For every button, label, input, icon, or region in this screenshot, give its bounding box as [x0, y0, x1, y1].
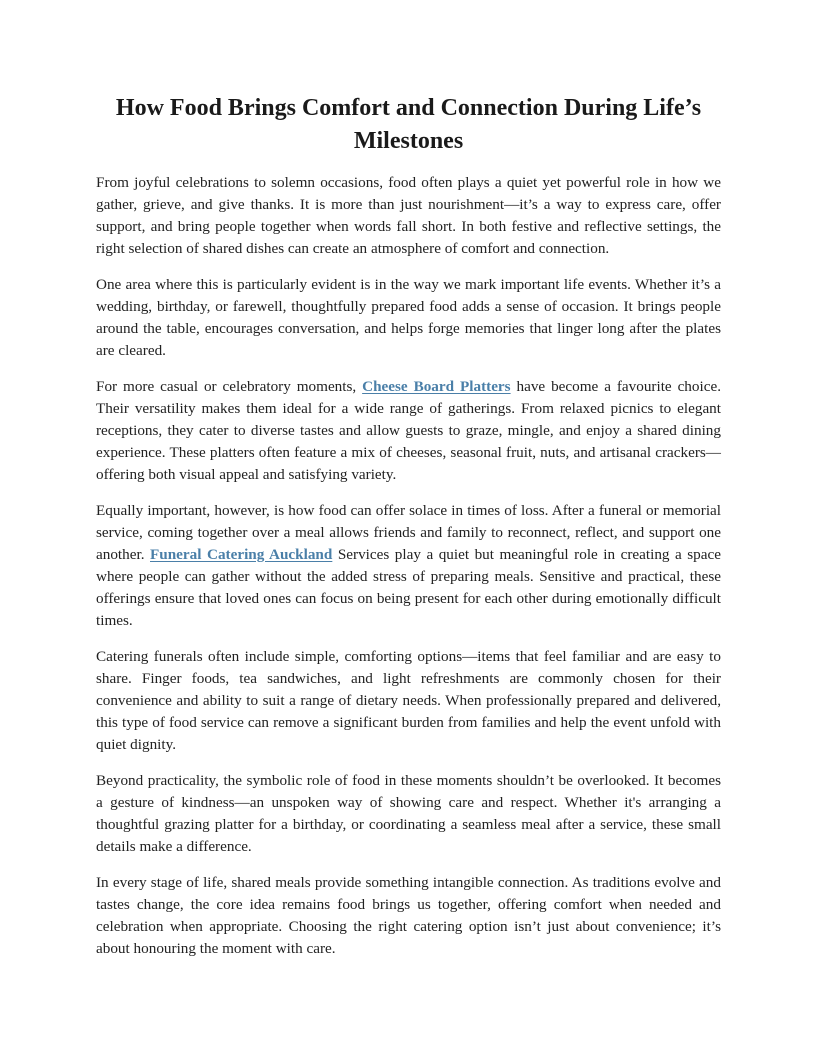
paragraph-cheese-platters — [96, 376, 721, 486]
paragraph-funeral-catering — [96, 500, 721, 632]
page-title: How Food Brings Comfort and Connection During Life’s Milestones — [115, 95, 702, 154]
paragraph-conclusion: In every stage of life, shared meals provide something intangible connection. As traditions evolve and tastes change, the core idea remains food brings us together, offering comfort when needed and celebration when appropriate. Choosing the right catering option isn’t just about convenience; it’s about honouring the moment with care. — [96, 874, 721, 957]
paragraph-symbolic-role: Beyond practicality, the symbolic role of food in these moments shouldn’t be overlooked. It becomes a gesture of kindness—an unspoken way of showing care and respect. Whether it's arranging a thoughtful grazing platter for a birthday, or coordinating a seamless meal after a service, these small details make a difference. — [96, 772, 721, 855]
cheese-board-platters-link[interactable]: Cheese Board Platters — [362, 378, 511, 395]
paragraph-intro: From joyful celebrations to solemn occasions, food often plays a quiet yet powerful role in how we gather, grieve, and give thanks. It is more than just nourishment—it’s a way to express care, offer support, and bring people together when words fall short. In both festive and reflective settings, the right selection of shared dishes can create an atmosphere of comfort and connection. — [96, 174, 721, 257]
paragraph-text: Services play a quiet but meaningful role in creating a space where people can gather without the added stress of preparing meals. Sensitive and practical, these offerings ensure that loved ones can focus on being present for each other during emotionally difficult times. — [96, 546, 721, 629]
funeral-catering-auckland-link[interactable]: Funeral Catering Auckland — [150, 546, 333, 563]
paragraph-catering-options: Catering funerals often include simple, comforting options—items that feel familiar and are easy to share. Finger foods, tea sandwiches, and light refreshments are commonly chosen for their convenience and ability to suit a range of dietary needs. When professionally prepared and delivered, this type of food service can remove a significant burden from families and help the event unfold with quiet dignity. — [96, 648, 721, 753]
paragraph-life-events: One area where this is particularly evident is in the way we mark important life events. Whether it’s a wedding, birthday, or farewell, thoughtfully prepared food adds a sense of occasion. It brings people around the table, encourages conversation, and helps forge memories that linger long after the plates are cleared. — [96, 276, 721, 359]
document-page — [96, 92, 721, 974]
paragraph-text: For more casual or celebratory moments, — [96, 378, 363, 395]
paragraph-text: have become a favourite choice. Their versatility makes them ideal for a wide range of gatherings. From relaxed picnics to elegant receptions, they cater to diverse tastes and allow guests to graze, mingle, and enjoy a shared dining experience. These platters often feature a mix of cheeses, seasonal fruit, nuts, and artisanal crackers—offering both visual appeal and satisfying variety. — [96, 378, 721, 483]
paragraph-text: Equally important, however, is how food can offer solace in times of loss. After a funeral or memorial service, coming together over a meal allows friends and family to reconnect, reflect, and support one another. — [96, 502, 721, 563]
